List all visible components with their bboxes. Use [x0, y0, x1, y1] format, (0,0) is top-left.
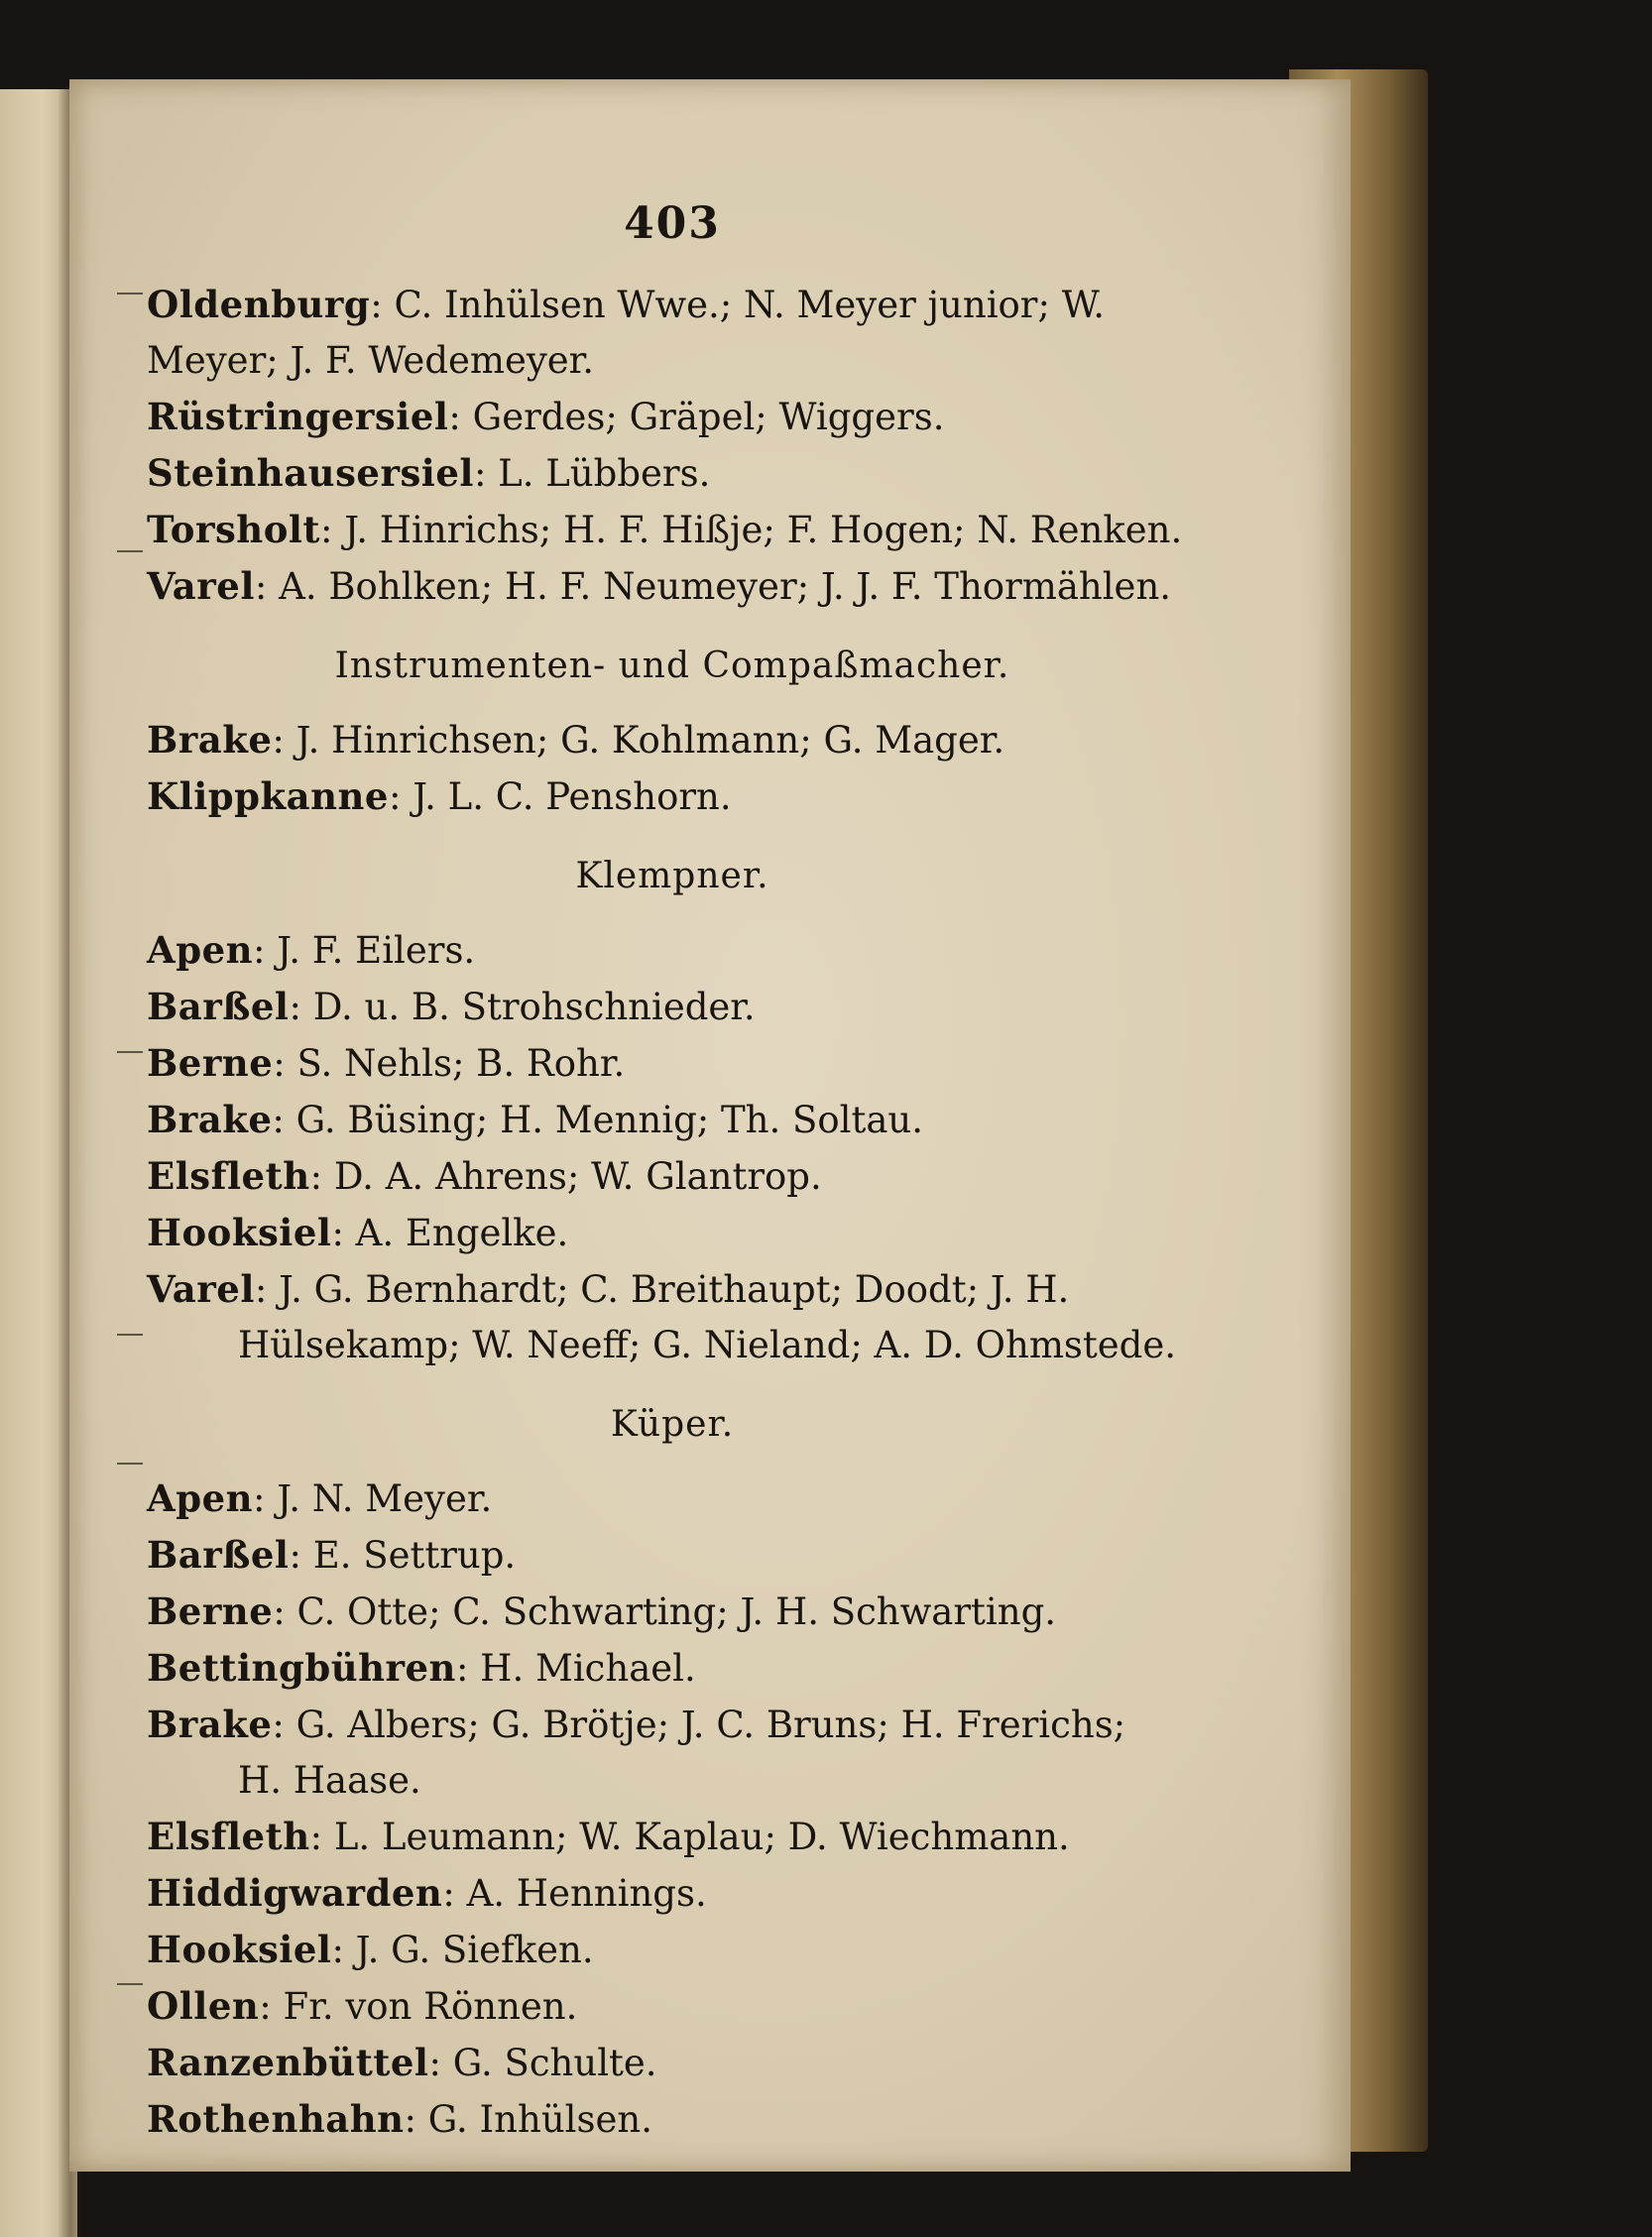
entry-text: A. Engelke.	[355, 1212, 569, 1254]
entry-text: S. Nehls; B. Rohr.	[296, 1042, 626, 1085]
list-item: Brake: J. Hinrichsen; G. Kohlmann; G. Mager.	[147, 718, 1005, 762]
list-item: Oldenburg: C. Inhülsen Wwe.; N. Meyer junior; W. Meyer; J. F. Wedemeyer.	[147, 277, 1198, 389]
place-name: Brake	[147, 718, 273, 762]
place-name: Rothenhahn	[147, 2097, 405, 2141]
section-heading-kueper: Küper.	[610, 1404, 735, 1445]
entry-text: D. u. B. Strohschnieder.	[312, 986, 756, 1028]
list-item: Varel: J. G. Bernhardt; C. Breithaupt; Doodt; J. H. Hülsekamp; W. Neeff; G. Nieland; A. D. Ohmstede.	[147, 1261, 1198, 1373]
entry-text: G. Inhülsen.	[427, 2098, 652, 2141]
page-content	[147, 198, 1198, 2148]
list-item: Berne: S. Nehls; B. Rohr.	[147, 1041, 626, 1085]
list-item: Barßel: E. Settrup.	[147, 1533, 517, 1577]
list-item: Apen: J. N. Meyer.	[147, 1476, 493, 1520]
place-name: Steinhausersiel	[147, 451, 474, 495]
entry-text: J. N. Meyer.	[277, 1477, 493, 1520]
list-item: Elsfleth: D. A. Ahrens; W. Glantrop.	[147, 1154, 822, 1198]
list-item: Brake: G. Albers; G. Brötje; J. C. Bruns; H. Frerichs; H. Haase.	[147, 1697, 1198, 1809]
place-name: Bettingbühren	[147, 1646, 456, 1690]
section-heading-klempner: Klempner.	[575, 856, 769, 896]
list-item: Barßel: D. u. B. Strohschnieder.	[147, 985, 756, 1028]
entry-text: A. Hennings.	[466, 1872, 707, 1915]
place-name: Klippkanne	[147, 774, 389, 818]
list-item: Berne: C. Otte; C. Schwarting; J. H. Schwarting.	[147, 1589, 1057, 1633]
place-name: Varel	[147, 564, 255, 608]
place-name: Brake	[147, 1098, 273, 1141]
section-klempner	[147, 922, 1198, 1373]
entry-text: G. Schulte.	[452, 2042, 657, 2084]
list-item: Ollen: Fr. von Rönnen.	[147, 1984, 578, 2028]
place-name: Ollen	[147, 1984, 260, 2028]
section-instrumente	[147, 712, 1198, 825]
page-number: 403	[624, 198, 721, 249]
list-item: Hiddigwarden: A. Hennings.	[147, 1871, 707, 1915]
entry-text: G. Albers; G. Brötje; J. C. Bruns; H. Frerichs;	[295, 1704, 1126, 1746]
place-name: Ranzenbüttel	[147, 2041, 429, 2084]
place-name: Brake	[147, 1703, 273, 1746]
entry-text: H. Michael.	[480, 1647, 696, 1690]
list-item: Klippkanne: J. L. C. Penshorn.	[147, 774, 732, 818]
place-name: Rüstringersiel	[147, 395, 449, 438]
place-name: Berne	[147, 1589, 274, 1633]
list-item: Bettingbühren: H. Michael.	[147, 1646, 696, 1690]
place-name: Hiddigwarden	[147, 1871, 443, 1915]
list-item: Apen: J. F. Eilers.	[147, 928, 476, 972]
list-item: Hooksiel: J. G. Siefken.	[147, 1928, 594, 1971]
entry-text: G. Büsing; H. Mennig; Th. Soltau.	[295, 1099, 923, 1141]
entry-text: J. G. Siefken.	[355, 1929, 594, 1971]
entry-text: J. Hinrichs; H. F. Hißje; F. Hogen; N. Renken.	[344, 509, 1183, 551]
place-name: Barßel	[147, 985, 290, 1028]
entry-continuation: Hülsekamp; W. Neeff; G. Nieland; A. D. Ohmstede.	[238, 1324, 1177, 1366]
list-item: Rüstringersiel: Gerdes; Gräpel; Wiggers.	[147, 395, 945, 438]
section-heading-instrumente: Instrumenten- und Compaßmacher.	[334, 646, 1010, 686]
list-item: Varel: A. Bohlken; H. F. Neumeyer; J. J. F. Thormählen.	[147, 564, 1172, 608]
entry-text: C. Otte; C. Schwarting; J. H. Schwarting.	[296, 1590, 1057, 1633]
list-item: Elsfleth: L. Leumann; W. Kaplau; D. Wiechmann.	[147, 1815, 1070, 1858]
place-name: Elsfleth	[147, 1154, 310, 1198]
place-name: Berne	[147, 1041, 274, 1085]
entry-text: D. A. Ahrens; W. Glantrop.	[333, 1155, 822, 1198]
place-name: Hooksiel	[147, 1928, 332, 1971]
entry-text: E. Settrup.	[312, 1534, 517, 1577]
list-item: Torsholt: J. Hinrichs; H. F. Hißje; F. Hogen; N. Renken.	[147, 508, 1183, 551]
entry-continuation: Meyer; J. F. Wedemeyer.	[147, 339, 595, 382]
entry-text: J. Hinrichsen; G. Kohlmann; G. Mager.	[295, 719, 1005, 762]
place-name: Elsfleth	[147, 1815, 310, 1858]
list-item: Rothenhahn: G. Inhülsen.	[147, 2097, 652, 2141]
list-item: Ranzenbüttel: G. Schulte.	[147, 2041, 657, 2084]
entries-top	[147, 277, 1198, 615]
list-item: Steinhausersiel: L. Lübbers.	[147, 451, 711, 495]
entry-text: J. G. Bernhardt; C. Breithaupt; Doodt; J. H.	[279, 1268, 1070, 1311]
place-name: Hooksiel	[147, 1211, 332, 1254]
entry-text: L. Lübbers.	[498, 452, 711, 495]
entry-text: C. Inhülsen Wwe.; N. Meyer junior; W.	[394, 284, 1106, 326]
entry-text: Gerdes; Gräpel; Wiggers.	[472, 396, 945, 438]
place-name: Oldenburg	[147, 283, 371, 326]
place-name: Apen	[147, 928, 254, 972]
entry-continuation: H. Haase.	[238, 1759, 421, 1802]
section-kueper	[147, 1471, 1198, 2148]
place-name: Apen	[147, 1476, 254, 1520]
list-item: Hooksiel: A. Engelke.	[147, 1211, 569, 1254]
place-name: Barßel	[147, 1533, 290, 1577]
place-name: Varel	[147, 1267, 255, 1311]
entry-text: L. Leumann; W. Kaplau; D. Wiechmann.	[333, 1816, 1070, 1858]
entry-text: J. F. Eilers.	[277, 929, 476, 972]
entry-text: A. Bohlken; H. F. Neumeyer; J. J. F. Thormählen.	[279, 565, 1172, 608]
list-item: Brake: G. Büsing; H. Mennig; Th. Soltau.	[147, 1098, 923, 1141]
entry-text: J. L. C. Penshorn.	[413, 775, 732, 818]
entry-text: Fr. von Rönnen.	[283, 1985, 578, 2028]
place-name: Torsholt	[147, 508, 321, 551]
